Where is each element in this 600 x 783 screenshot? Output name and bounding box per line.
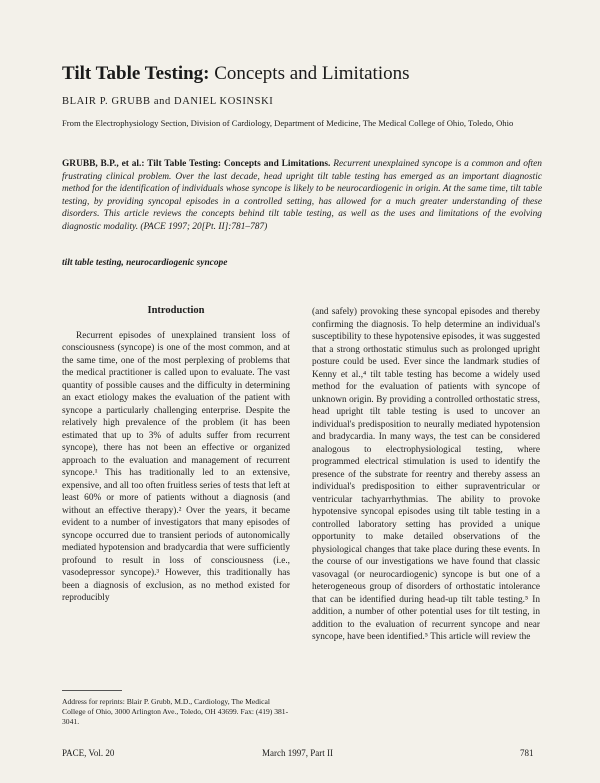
section-heading-introduction: Introduction — [147, 305, 205, 316]
reprint-footnote: Address for reprints: Blair P. Grubb, M.D., Cardiology, The Medical College of Ohio, 3000 Arlington Ave., Toledo, OH 43699. Fax: (419) 381-3041. — [62, 697, 289, 726]
title-bold-part: Tilt Table Testing: — [62, 63, 210, 84]
title-rest-part: Concepts and Limitations — [209, 63, 410, 84]
author-list: BLAIR P. GRUBB and DANIEL KOSINSKI — [62, 96, 274, 107]
page-number: 781 — [520, 748, 534, 758]
left-column — [62, 305, 290, 605]
intro-paragraph-right: (and safely) provoking these syncopal episodes and thereby confirming the diagnosis. To help determine an individual's susceptibility to these hypotensive episodes, it was suggested that a strong orthostatic stimulus such as prolonged upright posture could be used. Ever since the landmark studies of Kenny et al.,⁴ tilt table testing has become a widely used method for the evaluation of patients with syncope of unknown origin. By providing a controlled orthostatic stress, head upright tilt table testing is used to uncover an individual's predisposition to neurally mediated hypotension and bradycardia. In many ways, the test can be considered analogous to electrophysiological testing, where programmed electrical stimulation is used to identify the presence of the substrate for reentry and thereby assess an individual's predisposition to either supraventricular or ventricular tachyarrhythmias. The ability to provoke hypotensive syncopal episodes using tilt table testing in a controlled laboratory setting has provided a unique opportunity to make detailed observations of the physiological changes that take place during these events. In the course of our investigations we have found that classic vasovagal (or neurocardiogenic) syncope is but one of a heterogeneous group of disorders of orthostatic intolerance that can be identified during head-up tilt table testing.⁵ In addition, a number of other potential uses for tilt testing, in addition to the evaluation of recurrent syncope and near syncope, have been identified.⁵ This article will review the — [312, 307, 540, 642]
keywords: tilt table testing, neurocardiogenic syncope — [62, 258, 228, 268]
article-title — [62, 63, 542, 85]
footnote-divider — [62, 690, 122, 691]
affiliation: From the Electrophysiology Section, Division of Cardiology, Department of Medicine, The Medical College of Ohio, Toledo, Ohio — [62, 118, 514, 128]
abstract — [62, 158, 542, 234]
abstract-body: Recurrent unexplained syncope is a common and often frustrating clinical problem. Over the last decade, head upright tilt table testing has emerged as an important diagnostic method for the identification of individuals whose syncope is likely to be neurocardiogenic in origin. At the same time, tilt table testing, by providing syncopal episodes in a controlled setting, has allowed for a much greater understanding of these disorders. This article reviews the concepts behind tilt table testing, as well as the uses and limitations of the evolving diagnostic modality. (PACE 1997; 20[Pt. II]:781–787) — [62, 159, 542, 232]
abstract-heading: GRUBB, B.P., et al.: Tilt Table Testing: Concepts and Limitations. — [62, 159, 331, 169]
footer-date: March 1997, Part II — [262, 748, 333, 758]
intro-paragraph-left: Recurrent episodes of unexplained transient loss of consciousness (syncope) is one of the most common, and at the same time, one of the most perplexing of problems that the medical practitioner is called upon to evaluate. The vast quantity of possible causes and the difficulty in determining an exact etiology makes the evaluation of the patient with syncope a particularly challenging enterprise. Despite the relatively high prevalence of the problem (it has been estimated that up to 3% of adults suffer from recurrent syncope), there has not been an effective or organized approach to the evaluation and management of recurrent syncope.¹ This has traditionally led to an extensive, expensive, and all too often fruitless series of tests that left at least 60% or more of patients without a diagnosis (and without an effective therapy).² Over the years, it became evident to a number of investigators that many episodes of syncope occurred due to transient periods of autonomically mediated hypotension and bradycardia that were sufficiently profound to result in loss of consciousness (i.e., vasodepressor syncope).³ However, this traditionally has been a diagnosis of exclusion, as no method existed for reproducibly — [62, 330, 290, 603]
right-column — [312, 306, 540, 644]
footer-journal: PACE, Vol. 20 — [62, 748, 115, 758]
